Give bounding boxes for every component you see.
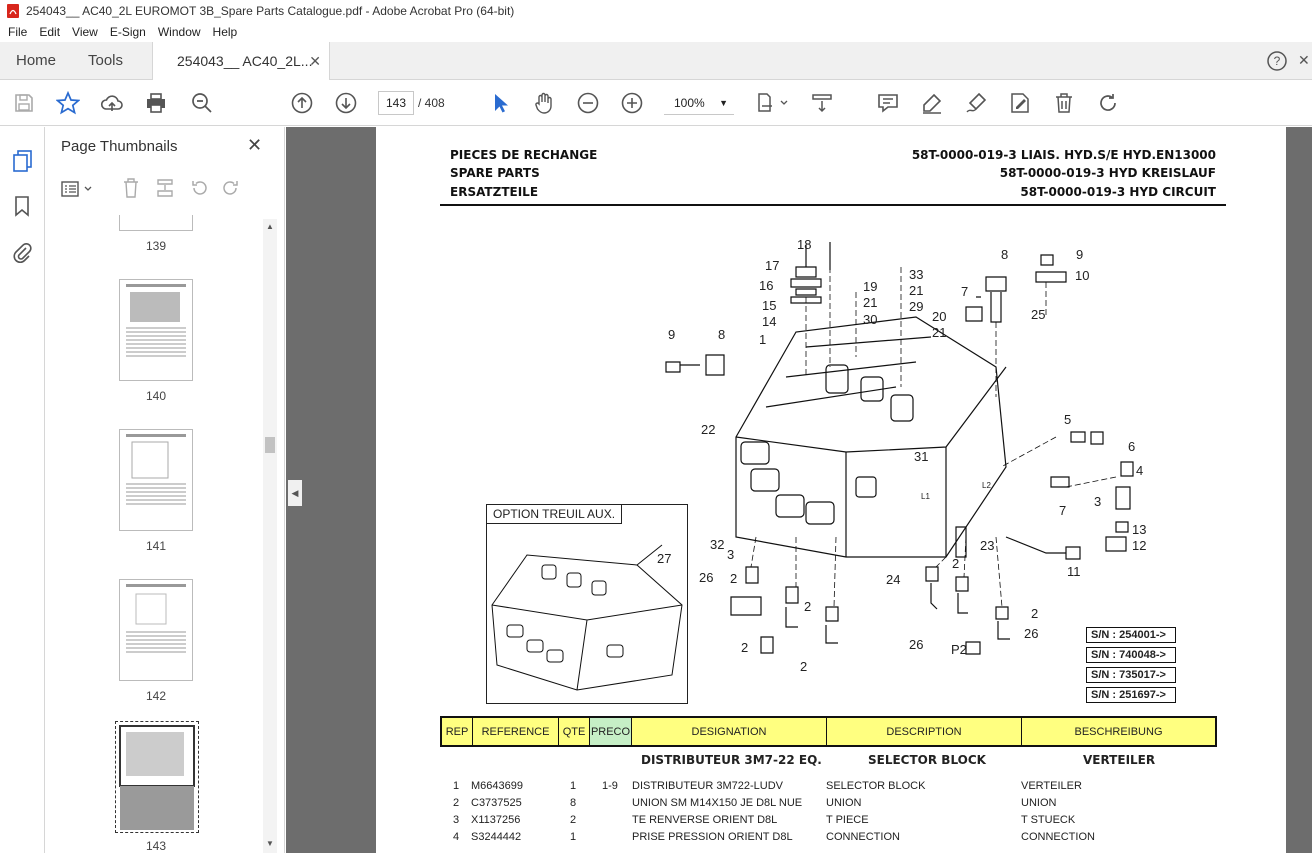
header-left-3: ERSATZTEILE xyxy=(450,185,539,199)
callout: 30 xyxy=(863,312,878,327)
main-toolbar xyxy=(0,80,1312,126)
col-reference: REFERENCE xyxy=(473,718,559,745)
close-icon[interactable]: ✕ xyxy=(309,53,321,69)
callout: 29 xyxy=(909,299,924,314)
page-thumbnails-icon[interactable] xyxy=(12,149,34,173)
callout: 8 xyxy=(1001,247,1009,262)
close-panel-icon[interactable]: ✕ xyxy=(247,135,263,155)
serial-number: S/N : 735017-> xyxy=(1086,667,1176,683)
callout: 13 xyxy=(1132,522,1147,537)
section-title: DISTRIBUTEUR 3M7-22 EQ. xyxy=(641,753,822,767)
table-row xyxy=(440,814,1220,831)
insert-page-icon[interactable] xyxy=(155,177,175,199)
callout: 25 xyxy=(1031,307,1046,322)
menu-esign[interactable]: E-Sign xyxy=(109,25,146,39)
scroll-down-icon[interactable]: ▼ xyxy=(266,839,274,848)
callout: 1 xyxy=(759,332,767,347)
help-icon[interactable] xyxy=(1266,50,1288,72)
tab-document-label: 254043__ AC40_2L... xyxy=(177,53,313,69)
callout: 17 xyxy=(765,258,780,273)
col-qte: QTE xyxy=(559,718,590,745)
callout: L2 xyxy=(982,481,991,490)
callout: 26 xyxy=(699,570,714,585)
thumbnail-page-141[interactable] xyxy=(119,429,193,531)
cell-qte: 1 xyxy=(570,831,577,843)
cell-rep: 2 xyxy=(453,797,460,809)
cell-rep: 3 xyxy=(453,814,460,826)
callout: 31 xyxy=(914,449,929,464)
page-number-input[interactable]: 143 xyxy=(378,91,414,115)
thumbnail-scrollbar[interactable] xyxy=(263,219,277,853)
menu-view[interactable]: View xyxy=(72,25,98,39)
callout: 2 xyxy=(1031,606,1039,621)
thumbnail-page-139[interactable] xyxy=(119,215,193,231)
cell-designation: TE RENVERSE ORIENT D8L xyxy=(632,814,778,826)
scroll-mode-icon[interactable] xyxy=(810,91,834,115)
thumbnail-label: 142 xyxy=(145,689,167,703)
inset-drawing xyxy=(486,504,688,704)
col-rep: REP xyxy=(442,718,473,745)
section-title: VERTEILER xyxy=(1083,753,1156,767)
scroll-up-icon[interactable]: ▲ xyxy=(266,222,274,231)
zoom-search-icon[interactable] xyxy=(190,91,214,115)
thumbnail-page-142[interactable] xyxy=(119,579,193,681)
cell-designation: DISTRIBUTEUR 3M722-LUDV xyxy=(632,780,783,792)
cell-ref: C3737525 xyxy=(471,797,522,809)
rotate-ccw-icon[interactable] xyxy=(189,178,209,198)
panel-toolbar xyxy=(45,173,285,205)
callout: 2 xyxy=(952,556,960,571)
thumbnails-panel xyxy=(45,127,285,853)
title-bar xyxy=(0,0,1312,22)
cell-beschreibung: CONNECTION xyxy=(1021,831,1095,843)
callout: 33 xyxy=(909,267,924,282)
sign-icon[interactable] xyxy=(964,91,988,115)
cell-rep: 1 xyxy=(453,780,460,792)
serial-number: S/N : 251697-> xyxy=(1086,687,1176,703)
header-right-2: 58T-0000-019-3 HYD KREISLAUF xyxy=(999,166,1216,180)
col-preco: PRECO xyxy=(590,718,632,745)
attachment-icon[interactable] xyxy=(12,241,32,265)
callout: 32 xyxy=(710,537,725,552)
delete-icon[interactable] xyxy=(1052,91,1076,115)
upload-icon[interactable] xyxy=(100,91,124,115)
cell-designation: PRISE PRESSION ORIENT D8L xyxy=(632,831,793,843)
print-icon[interactable] xyxy=(144,91,168,115)
callout: 6 xyxy=(1128,439,1136,454)
page-total: / 408 xyxy=(418,96,445,110)
acrobat-app-icon xyxy=(6,4,20,18)
menu-help[interactable]: Help xyxy=(212,25,238,39)
col-description: DESCRIPTION xyxy=(827,718,1022,745)
cell-rep: 4 xyxy=(453,831,460,843)
callout: 14 xyxy=(762,314,777,329)
callout: 21 xyxy=(909,283,924,298)
cell-description: SELECTOR BLOCK xyxy=(826,780,926,792)
panel-title: Page Thumbnails xyxy=(61,138,178,155)
callout: 11 xyxy=(1067,564,1081,579)
section-title: SELECTOR BLOCK xyxy=(868,753,986,767)
comment-icon[interactable] xyxy=(876,91,900,115)
callout: 21 xyxy=(863,295,878,310)
menu-edit[interactable]: Edit xyxy=(39,25,61,39)
page-layout-icon[interactable] xyxy=(756,91,792,115)
parts-table-header xyxy=(440,716,1217,747)
thumbnail-options-icon[interactable] xyxy=(61,179,95,199)
header-left-1: PIECES DE RECHANGE xyxy=(450,148,598,162)
callout: 22 xyxy=(701,422,716,437)
left-rail xyxy=(0,127,45,853)
save-icon[interactable] xyxy=(12,91,36,115)
col-designation: DESIGNATION xyxy=(632,718,827,745)
cell-beschreibung: T STUECK xyxy=(1021,814,1076,826)
document-page xyxy=(376,127,1286,853)
header-right-3: 58T-0000-019-3 HYD CIRCUIT xyxy=(1020,185,1216,199)
callout: 15 xyxy=(762,298,777,313)
next-page-icon[interactable] xyxy=(334,91,358,115)
serial-number: S/N : 740048-> xyxy=(1086,647,1176,663)
tab-tools[interactable]: Tools xyxy=(88,52,124,69)
zoom-value: 100% xyxy=(674,96,705,110)
svg-text:?: ? xyxy=(1273,54,1281,68)
callout: 2 xyxy=(741,640,749,655)
callout: 2 xyxy=(800,659,808,674)
thumbnail-page-140[interactable] xyxy=(119,279,193,381)
collapse-panel-icon[interactable]: ◀ xyxy=(288,480,302,506)
callout: 7 xyxy=(961,284,969,299)
callout: L1 xyxy=(921,492,930,501)
redo-icon[interactable] xyxy=(1096,91,1120,115)
menu-bar xyxy=(0,22,1312,42)
header-divider xyxy=(440,204,1226,206)
inset-label: OPTION TREUIL AUX. xyxy=(486,504,622,524)
table-row xyxy=(440,831,1220,848)
cell-beschreibung: VERTEILER xyxy=(1021,780,1082,792)
cell-ref: S3244442 xyxy=(471,831,522,843)
window-title: 254043__ AC40_2L EUROMOT 3B_Spare Parts Catalogue.pdf - Adobe Acrobat Pro (64-bit) xyxy=(26,4,515,18)
cell-ref: X1137256 xyxy=(471,814,521,826)
zoom-out-icon[interactable] xyxy=(576,91,600,115)
thumbnail-label: 141 xyxy=(145,539,167,553)
header-left-2: SPARE PARTS xyxy=(450,166,540,180)
table-row xyxy=(440,797,1220,814)
tab-home[interactable]: Home xyxy=(16,52,57,69)
close-window-icon[interactable]: ✕ xyxy=(1298,52,1310,68)
callout: 3 xyxy=(727,547,735,562)
callout: 16 xyxy=(759,278,774,293)
callout: 9 xyxy=(1076,247,1084,262)
callout: 18 xyxy=(797,237,812,252)
zoom-select[interactable] xyxy=(664,91,734,115)
bookmark-icon[interactable] xyxy=(13,195,31,217)
thumbnail-label: 140 xyxy=(145,389,167,403)
select-cursor-icon[interactable] xyxy=(488,91,512,115)
cell-qte: 8 xyxy=(570,797,577,809)
thumbnail-label: 139 xyxy=(145,239,167,253)
callout: 5 xyxy=(1064,412,1072,427)
thumbnail-list xyxy=(45,215,263,853)
scrollbar-thumb[interactable] xyxy=(265,437,275,453)
delete-page-icon[interactable] xyxy=(121,177,141,199)
callout: 19 xyxy=(863,279,878,294)
cell-qte: 1 xyxy=(570,780,577,792)
callout: P2 xyxy=(951,642,967,657)
cell-preco: 1-9 xyxy=(602,780,618,792)
callout: 3 xyxy=(1094,494,1102,509)
previous-page-icon[interactable] xyxy=(290,91,314,115)
cell-description: T PIECE xyxy=(826,814,869,826)
menu-window[interactable]: Window xyxy=(157,25,201,39)
callout: 24 xyxy=(886,572,901,587)
inset-callout: 27 xyxy=(657,551,672,566)
edit-pdf-icon[interactable] xyxy=(1008,91,1032,115)
rotate-cw-icon[interactable] xyxy=(221,178,241,198)
highlight-pen-icon[interactable] xyxy=(920,91,944,115)
callout: 8 xyxy=(718,327,726,342)
col-beschreibung: BESCHREIBUNG xyxy=(1074,725,1163,738)
callout: 12 xyxy=(1132,538,1147,553)
callout: 26 xyxy=(909,637,924,652)
callout: 26 xyxy=(1024,626,1039,641)
callout: 9 xyxy=(668,327,676,342)
callout: 23 xyxy=(980,538,995,553)
cell-beschreibung: UNION xyxy=(1021,797,1057,809)
zoom-in-icon[interactable] xyxy=(620,91,644,115)
callout: 21 xyxy=(932,325,947,340)
serial-number: S/N : 254001-> xyxy=(1086,627,1176,643)
callout: 20 xyxy=(932,309,947,324)
callout: 2 xyxy=(804,599,812,614)
inset-block-diagram xyxy=(487,505,687,703)
hand-tool-icon[interactable] xyxy=(532,91,556,115)
star-icon[interactable] xyxy=(56,91,80,115)
tab-bar xyxy=(0,42,1312,80)
callout: 10 xyxy=(1075,268,1090,283)
callout: 2 xyxy=(730,571,738,586)
menu-file[interactable]: File xyxy=(8,25,28,39)
cell-description: UNION xyxy=(826,797,862,809)
cell-ref: M6643699 xyxy=(471,780,523,792)
tab-document[interactable] xyxy=(152,42,330,81)
callout: 7 xyxy=(1059,503,1067,518)
table-row xyxy=(440,780,1220,797)
cell-qte: 2 xyxy=(570,814,577,826)
callout: 4 xyxy=(1136,463,1144,478)
thumbnail-page-143-selected[interactable] xyxy=(115,721,199,833)
chevron-down-icon: ▼ xyxy=(719,98,728,108)
cell-description: CONNECTION xyxy=(826,831,900,843)
header-right-1: 58T-0000-019-3 LIAIS. HYD.S/E HYD.EN13000 xyxy=(911,148,1216,162)
thumbnail-label: 143 xyxy=(145,839,167,853)
cell-designation: UNION SM M14X150 JE D8L NUE xyxy=(632,797,803,809)
